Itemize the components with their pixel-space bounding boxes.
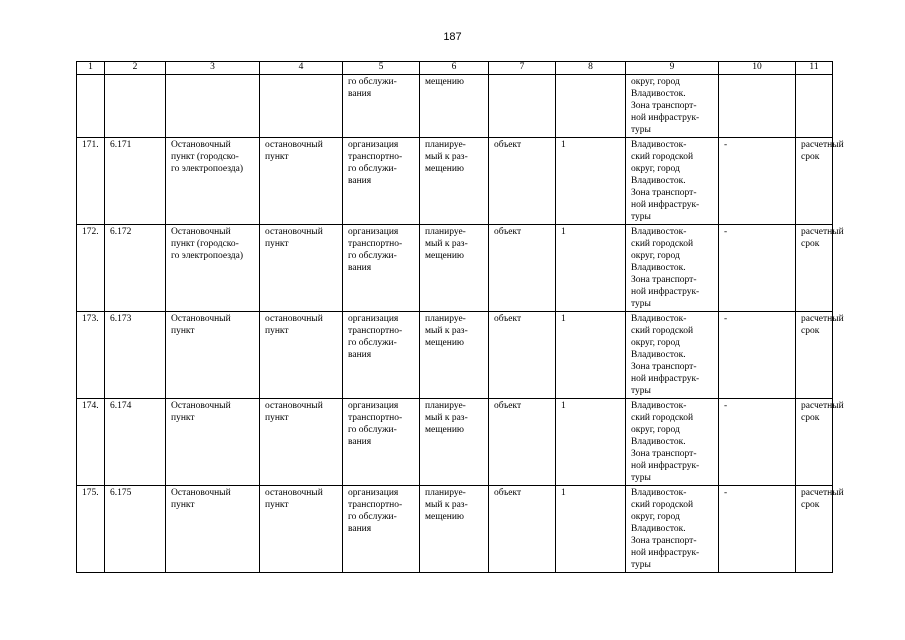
object-purpose: организация транспортно- го обслужи- вания bbox=[343, 486, 420, 573]
object-code: 6.174 bbox=[105, 399, 166, 486]
term: расчетный срок bbox=[796, 225, 833, 312]
column-number-5: 5 bbox=[343, 62, 420, 75]
object-type: остановочный пункт bbox=[260, 399, 343, 486]
object-type: остановочный пункт bbox=[260, 486, 343, 573]
page-number: 187 bbox=[443, 31, 462, 43]
table-cell bbox=[77, 75, 105, 138]
location: Владивосток- ский городской округ, город Владивосток. Зона транспорт- ной инфраструк- туры bbox=[626, 225, 719, 312]
object-type: остановочный пункт bbox=[260, 312, 343, 399]
zone-info: - bbox=[719, 138, 796, 225]
quantity: 1 bbox=[556, 138, 626, 225]
zone-info: - bbox=[719, 399, 796, 486]
location: Владивосток- ский городской округ, город Владивосток. Зона транспорт- ной инфраструк- туры bbox=[626, 312, 719, 399]
object-status: планируе- мый к раз- мещению bbox=[420, 312, 489, 399]
column-number-11: 11 bbox=[796, 62, 833, 75]
object-name: Остановочный пункт bbox=[166, 486, 260, 573]
object-status: планируе- мый к раз- мещению bbox=[420, 138, 489, 225]
unit: объект bbox=[489, 312, 556, 399]
column-number-3: 3 bbox=[166, 62, 260, 75]
object-code: 6.175 bbox=[105, 486, 166, 573]
column-number-10: 10 bbox=[719, 62, 796, 75]
data-table bbox=[76, 61, 844, 573]
quantity: 1 bbox=[556, 399, 626, 486]
row-number: 172. bbox=[77, 225, 105, 312]
table-row bbox=[77, 225, 833, 312]
object-code: 6.173 bbox=[105, 312, 166, 399]
column-number-8: 8 bbox=[556, 62, 626, 75]
column-number-2: 2 bbox=[105, 62, 166, 75]
term: расчетный срок bbox=[796, 486, 833, 573]
location: Владивосток- ский городской округ, город Владивосток. Зона транспорт- ной инфраструк- туры bbox=[626, 138, 719, 225]
column-number-7: 7 bbox=[489, 62, 556, 75]
object-name: Остановочный пункт (городско- го электропоезда) bbox=[166, 225, 260, 312]
table-header bbox=[77, 62, 833, 75]
row-number: 174. bbox=[77, 399, 105, 486]
table-cell bbox=[796, 75, 833, 138]
row-number: 171. bbox=[77, 138, 105, 225]
table-body bbox=[77, 75, 844, 573]
quantity: 1 bbox=[556, 486, 626, 573]
table-cell bbox=[166, 75, 260, 138]
object-name: Остановочный пункт bbox=[166, 312, 260, 399]
column-number-1: 1 bbox=[77, 62, 105, 75]
term: расчетный срок bbox=[796, 399, 833, 486]
table-cell: го обслужи- вания bbox=[343, 75, 420, 138]
row-number: 173. bbox=[77, 312, 105, 399]
unit: объект bbox=[489, 399, 556, 486]
unit: объект bbox=[489, 486, 556, 573]
table-cell bbox=[556, 75, 626, 138]
term: расчетный срок bbox=[796, 138, 833, 225]
unit: объект bbox=[489, 225, 556, 312]
object-type: остановочный пункт bbox=[260, 138, 343, 225]
table-row bbox=[77, 138, 833, 225]
quantity: 1 bbox=[556, 312, 626, 399]
term: расчетный срок bbox=[796, 312, 833, 399]
table-cell bbox=[260, 75, 343, 138]
table-cell bbox=[105, 75, 166, 138]
unit: объект bbox=[489, 138, 556, 225]
object-name: Остановочный пункт bbox=[166, 399, 260, 486]
zone-info: - bbox=[719, 225, 796, 312]
location: Владивосток- ский городской округ, город Владивосток. Зона транспорт- ной инфраструк- туры bbox=[626, 486, 719, 573]
object-purpose: организация транспортно- го обслужи- вания bbox=[343, 399, 420, 486]
quantity: 1 bbox=[556, 225, 626, 312]
object-code: 6.172 bbox=[105, 225, 166, 312]
object-purpose: организация транспортно- го обслужи- вания bbox=[343, 312, 420, 399]
column-number-9: 9 bbox=[626, 62, 719, 75]
table-cell bbox=[719, 75, 796, 138]
object-code: 6.171 bbox=[105, 138, 166, 225]
column-number-6: 6 bbox=[420, 62, 489, 75]
object-type: остановочный пункт bbox=[260, 225, 343, 312]
location: Владивосток- ский городской округ, город Владивосток. Зона транспорт- ной инфраструк- туры bbox=[626, 399, 719, 486]
object-purpose: организация транспортно- го обслужи- вания bbox=[343, 225, 420, 312]
table-row bbox=[77, 312, 833, 399]
header-row bbox=[77, 62, 833, 75]
object-purpose: организация транспортно- го обслужи- вания bbox=[343, 138, 420, 225]
row-number: 175. bbox=[77, 486, 105, 573]
zone-info: - bbox=[719, 486, 796, 573]
object-status: планируе- мый к раз- мещению bbox=[420, 399, 489, 486]
zone-info: - bbox=[719, 312, 796, 399]
table-cell: мещению bbox=[420, 75, 489, 138]
object-status: планируе- мый к раз- мещению bbox=[420, 486, 489, 573]
table-cell: округ, город Владивосток. Зона транспорт- ной инфраструк- туры bbox=[626, 75, 719, 138]
table-row bbox=[77, 399, 833, 486]
continuation-row bbox=[77, 75, 833, 138]
table-cell bbox=[489, 75, 556, 138]
column-number-4: 4 bbox=[260, 62, 343, 75]
object-name: Остановочный пункт (городско- го электропоезда) bbox=[166, 138, 260, 225]
object-status: планируе- мый к раз- мещению bbox=[420, 225, 489, 312]
table-row bbox=[77, 486, 833, 573]
